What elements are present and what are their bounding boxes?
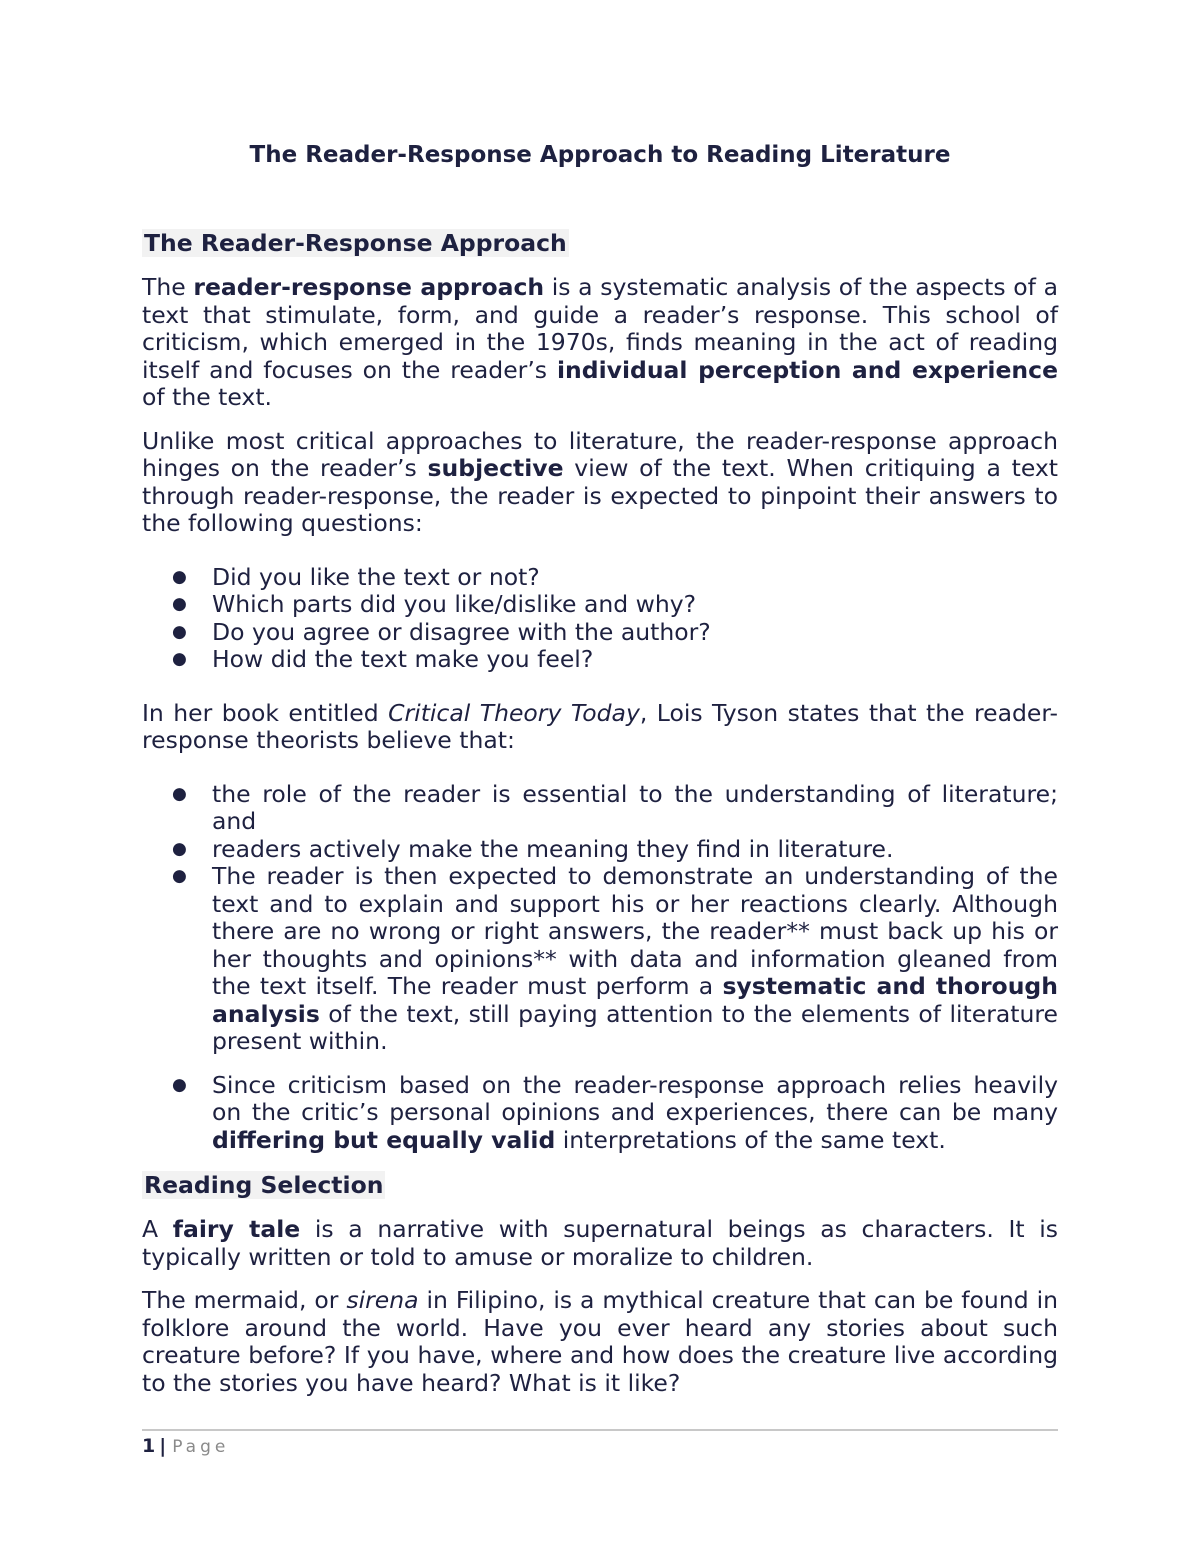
text-run: of the text, still paying attention to the elements of literature present within. [212, 999, 1058, 1055]
paragraph-mermaid [142, 1287, 1058, 1397]
bold-term: reader-response approach [193, 273, 545, 301]
list-item: ● the role of the reader is essential to the understanding of literature; and [142, 781, 1058, 836]
text-run: of the text. [142, 383, 273, 411]
text-run: The mermaid, or [142, 1286, 347, 1314]
bold-term: individual perception and experience [556, 355, 1059, 384]
footer-separator: | [159, 1435, 167, 1457]
text-run: in Filipino, is a mythical creature that can be found in folklore around the world. Have you ever heard any stories about such creature before? If you have, where and how does the creature live according to the stories you have heard? What is it like? [142, 1286, 1058, 1397]
page-number: 1 [142, 1435, 156, 1457]
text-run: The reader is then expected to demonstrate an understanding of the text and to explain and support his or her reactions clearly. Although there are no wrong or right answers, the reader** must back up his or her thoughts and opinions** with data and information gleaned from the text itself. The reader must perform a [212, 862, 1058, 1000]
section-heading-text: The Reader-Response Approach [144, 229, 567, 257]
section-heading-text: Reading Selection [144, 1171, 384, 1199]
text-run: The [142, 273, 194, 301]
list-item [142, 1072, 1058, 1155]
list-item: ● Did you like the text or not? [142, 564, 1058, 592]
text-run: Since criticism based on the reader-response approach relies heavily on the critic’s personal opinions and experiences, there can be many [212, 1070, 1058, 1126]
paragraph-subjective [142, 428, 1058, 538]
text-run: In her book entitled [142, 698, 389, 727]
section-heading-reading-selection [142, 1170, 1058, 1200]
beliefs-list [142, 781, 1058, 1155]
list-item: ● Do you agree or disagree with the author? [142, 619, 1058, 647]
paragraph-definition [142, 274, 1058, 412]
text-run: Unlike most critical approaches to literature, the reader-response approach hinges on the reader’s [142, 426, 1058, 482]
book-title: Critical Theory Today [388, 698, 640, 727]
bold-term: fairy tale [172, 1215, 301, 1243]
questions-list [142, 564, 1058, 674]
bold-term: subjective [427, 454, 564, 482]
page-footer [142, 1434, 229, 1459]
list-item [142, 863, 1058, 1056]
text-run: A [142, 1215, 173, 1243]
text-run: interpretations of the same text. [555, 1125, 946, 1154]
section-heading-reader-response [142, 228, 1058, 258]
text-run: is a systematic analysis of the aspects of a text that stimulate, form, and guide a reader’s response. This school of criticism, which emerged in the 1970s, finds meaning in the act of reading itself and focuses on the reader’s [142, 273, 1058, 384]
footer-divider [142, 1429, 1058, 1431]
text-run: , Lois Tyson states that the reader-response theorists believe that: [142, 698, 1058, 754]
list-item: ● Which parts did you like/dislike and why? [142, 591, 1058, 619]
text-run: view of the text. When critiquing a text through reader-response, the reader is expected to pinpoint their answers to the following questions: [142, 454, 1058, 537]
paragraph-tyson [142, 700, 1058, 755]
text-run: is a narrative with supernatural beings as characters. It is typically written or told to amuse or moralize to children. [142, 1215, 1059, 1271]
list-item: ● readers actively make the meaning they find in literature. [142, 836, 1058, 864]
document-title: The Reader-Response Approach to Reading Literature [249, 142, 951, 168]
list-item: ● How did the text make you feel? [142, 646, 1058, 674]
page-content [142, 140, 1058, 1413]
paragraph-fairy-tale [142, 1216, 1058, 1271]
bold-term: systematic and thorough analysis [212, 972, 1058, 1028]
page-label: Page [172, 1437, 230, 1457]
bold-term: differing but equally valid [212, 1125, 556, 1154]
italic-term: sirena [346, 1286, 419, 1314]
